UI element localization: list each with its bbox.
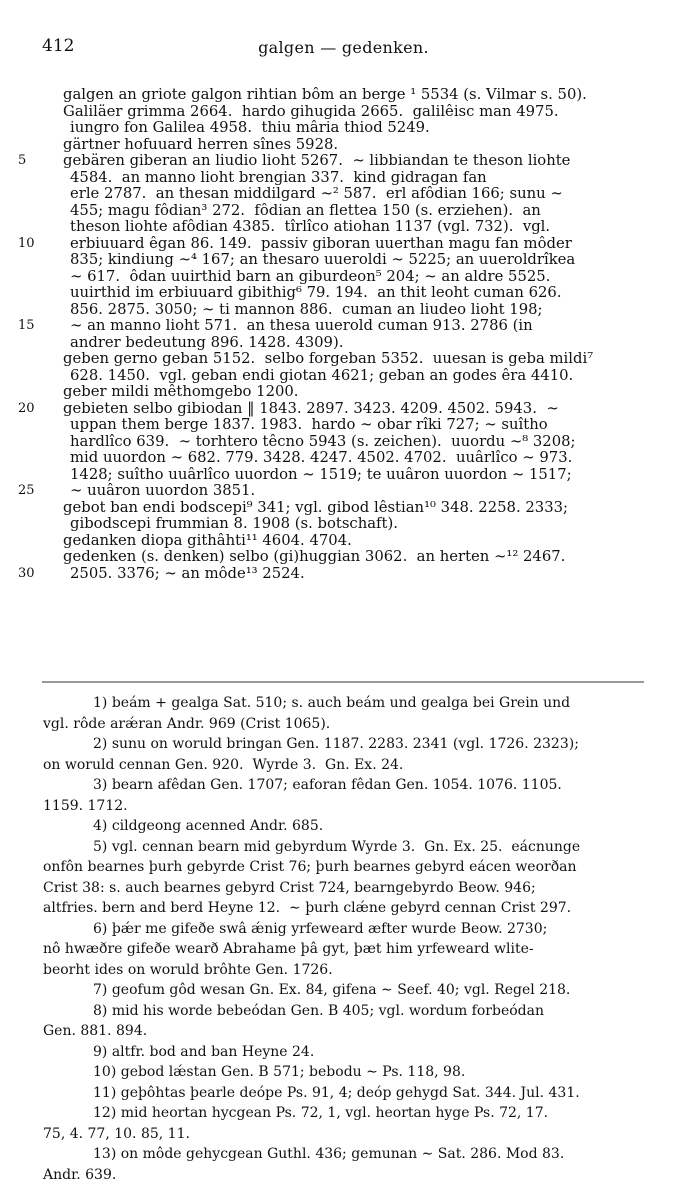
footnote-text: beorht ides on woruld brôhte Gen. 1726. — [43, 960, 333, 981]
line-text: 1428; suîtho uuârlîco uuordon ∼ 1519; te uuâron uuordon ∼ 1517; — [70, 467, 572, 484]
line-number: 30 — [18, 566, 44, 583]
line-text: 856. 2875. 3050; ∼ ti mannon 886. cuman an liudeo lioht 198; — [70, 302, 543, 319]
footnote-text: 1) beám + gealga Sat. 510; s. auch beám und gealga bei Grein und — [93, 693, 570, 714]
line-number: 25 — [18, 483, 44, 500]
text-line — [0, 170, 687, 187]
line-text: gärtner hofuuard herren sînes 5928. — [63, 137, 338, 154]
text-line — [0, 285, 687, 302]
footnote-line — [0, 755, 687, 776]
text-line — [0, 318, 687, 335]
footnote-text: Andr. 639. — [43, 1165, 116, 1185]
text-line — [0, 500, 687, 517]
footnote-text: onfôn bearnes þurh gebyrde Crist 76; þurh bearnes gebyrd eácen weorðan — [43, 857, 577, 878]
footnote-line — [0, 939, 687, 960]
footnote-line — [0, 734, 687, 755]
text-line — [0, 137, 687, 154]
footnote-text: 11) geþôhtas þearle deópe Ps. 91, 4; deóp gehygd Sat. 344. Jul. 431. — [93, 1083, 580, 1104]
footnote-text: 9) altfr. bod and ban Heyne 24. — [93, 1042, 314, 1063]
line-text: theson liohte afôdian 4385. tîrlîco atiohan 1137 (vgl. 732). vgl. — [70, 219, 550, 236]
text-line — [0, 516, 687, 533]
line-text: hardlîco 639. ∼ torhtero têcno 5943 (s. zeichen). uuordu ∼⁸ 3208; — [70, 434, 576, 451]
line-text: gibodscepi frummian 8. 1908 (s. botschaft). — [70, 516, 398, 533]
line-number: 5 — [18, 153, 44, 170]
footnotes — [0, 693, 687, 1185]
line-text: erbiuuard êgan 86. 149. passiv giboran uuerthan magu fan môder — [70, 236, 572, 253]
line-number: 20 — [18, 401, 44, 418]
footnote-text: 6) þǽr me gifeðe swâ ǽnig yrfeweard æfter wurde Beow. 2730; — [93, 919, 547, 940]
main-entries — [0, 87, 687, 582]
text-line — [0, 549, 687, 566]
text-line — [0, 417, 687, 434]
line-text: mid uuordon ∼ 682. 779. 3428. 4247. 4502. 4702. uuârlîco ∼ 973. — [70, 450, 572, 467]
footnote-text: 75, 4. 77, 10. 85, 11. — [43, 1124, 190, 1145]
line-text: erle 2787. an thesan middilgard ∼² 587. erl afôdian 166; sunu ∼ — [70, 186, 563, 203]
footnote-line — [0, 816, 687, 837]
footnote-text: altfries. bern and berd Heyne 12. ∼ þurh clǽne gebyrd cennan Crist 297. — [43, 898, 571, 919]
text-line — [0, 566, 687, 583]
footnote-line — [0, 919, 687, 940]
text-line — [0, 384, 687, 401]
line-text: 628. 1450. vgl. geban endi giotan 4621; geban an godes êra 4410. — [70, 368, 573, 385]
footnote-line — [0, 1103, 687, 1124]
footnote-line — [0, 1144, 687, 1165]
text-line — [0, 252, 687, 269]
line-number: 15 — [18, 318, 44, 335]
footnote-line — [0, 1124, 687, 1145]
text-line — [0, 368, 687, 385]
line-text: Galiläer grimma 2664. hardo gihugida 2665. galilêisc man 4975. — [63, 104, 559, 121]
footnote-text: 7) geofum gôd wesan Gn. Ex. 84, gifena ∼ Seef. 40; vgl. Regel 218. — [93, 980, 570, 1001]
text-line — [0, 302, 687, 319]
footnote-text: 3) bearn afêdan Gen. 1707; eaforan fêdan Gen. 1054. 1076. 1105. — [93, 775, 562, 796]
footnote-line — [0, 714, 687, 735]
footnote-text: 5) vgl. cennan bearn mid gebyrdum Wyrde 3. Gn. Ex. 25. eácnunge — [93, 837, 580, 858]
line-text: ∼ 617. ôdan uuirthid barn an giburdeon⁵ 204; ∼ an aldre 5525. — [70, 269, 550, 286]
footnote-line — [0, 1042, 687, 1063]
page-number: 412 — [42, 36, 74, 56]
footnote-line — [0, 775, 687, 796]
footnote-line — [0, 1083, 687, 1104]
text-line — [0, 467, 687, 484]
text-line — [0, 120, 687, 137]
footnote-text: 12) mid heortan hycgean Ps. 72, 1, vgl. heortan hyge Ps. 72, 17. — [93, 1103, 548, 1124]
text-line — [0, 351, 687, 368]
text-line — [0, 434, 687, 451]
footnote-separator — [0, 680, 687, 684]
text-line — [0, 533, 687, 550]
text-line — [0, 335, 687, 352]
running-head: galgen — gedenken. — [0, 38, 687, 57]
text-line — [0, 269, 687, 286]
text-line — [0, 236, 687, 253]
footnote-text: 8) mid his worde bebeódan Gen. B 405; vgl. wordum forbeódan — [93, 1001, 544, 1022]
footnote-line — [0, 857, 687, 878]
footnote-text: on woruld cennan Gen. 920. Wyrde 3. Gn. Ex. 24. — [43, 755, 403, 776]
text-line — [0, 104, 687, 121]
line-text: gedenken (s. denken) selbo (gi)huggian 3062. an herten ∼¹² 2467. — [63, 549, 565, 566]
footnote-text: vgl. rôde arǽran Andr. 969 (Crist 1065). — [43, 714, 330, 735]
footnote-line — [0, 960, 687, 981]
footnote-text: 2) sunu on woruld bringan Gen. 1187. 2283. 2341 (vgl. 1726. 2323); — [93, 734, 579, 755]
footnote-text: Crist 38: s. auch bearnes gebyrd Crist 724, bearngebyrdo Beow. 946; — [43, 878, 536, 899]
line-text: gedanken diopa githâhti¹¹ 4604. 4704. — [63, 533, 352, 550]
line-text: geber mildi mêthomgebo 1200. — [63, 384, 299, 401]
footnote-text: 13) on môde gehycgean Guthl. 436; gemunan ∼ Sat. 286. Mod 83. — [93, 1144, 564, 1165]
line-text: ∼ uuâron uuordon 3851. — [70, 483, 255, 500]
line-text: andrer bedeutung 896. 1428. 4309). — [70, 335, 343, 352]
footnote-line — [0, 980, 687, 1001]
line-text: 4584. an manno lioht brengian 337. kind gidragan fan — [70, 170, 487, 187]
text-line — [0, 483, 687, 500]
text-line — [0, 87, 687, 104]
footnote-text: 4) cildgeong acenned Andr. 685. — [93, 816, 323, 837]
line-text: gebieten selbo gibiodan ‖ 1843. 2897. 3423. 4209. 4502. 5943. ∼ — [63, 401, 559, 418]
footnote-line — [0, 1165, 687, 1185]
line-text: gebären giberan an liudio lioht 5267. ∼ libbiandan te theson liohte — [63, 153, 570, 170]
footnote-text: 1159. 1712. — [43, 796, 128, 817]
footnote-line — [0, 693, 687, 714]
text-line — [0, 153, 687, 170]
text-line — [0, 401, 687, 418]
footnote-line — [0, 796, 687, 817]
footnote-text: nô hwæðre gifeðe wearð Abrahame þâ gyt, þæt him yrfeweard wlite- — [43, 939, 534, 960]
line-text: galgen an griote galgon rihtian bôm an berge ¹ 5534 (s. Vilmar s. 50). — [63, 87, 587, 104]
footnote-line — [0, 878, 687, 899]
footnote-text: Gen. 881. 894. — [43, 1021, 147, 1042]
line-text: 2505. 3376; ∼ an môde¹³ 2524. — [70, 566, 305, 583]
line-text: geben gerno geban 5152. selbo forgeban 5352. uuesan is geba mildi⁷ — [63, 351, 593, 368]
line-text: uuirthid im erbiuuard gibithig⁶ 79. 194. an thit leoht cuman 626. — [70, 285, 562, 302]
line-text: 455; magu fôdian³ 272. fôdian an flettea 150 (s. erziehen). an — [70, 203, 541, 220]
footnote-line — [0, 898, 687, 919]
footnote-text: 10) gebod lǽstan Gen. B 571; bebodu ∼ Ps. 118, 98. — [93, 1062, 465, 1083]
footnote-line — [0, 1001, 687, 1022]
line-text: uppan them berge 1837. 1983. hardo ∼ obar rîki 727; ∼ suîtho — [70, 417, 548, 434]
line-text: 835; kindiung ∼⁴ 167; an thesaro uueroldi ∼ 5225; an uueroldrîkea — [70, 252, 575, 269]
page-header — [0, 36, 687, 60]
line-text: ∼ an manno lioht 571. an thesa uuerold cuman 913. 2786 (in — [70, 318, 533, 335]
footnote-line — [0, 837, 687, 858]
line-text: iungro fon Galilea 4958. thiu mâria thiod 5249. — [70, 120, 430, 137]
text-line — [0, 450, 687, 467]
text-line — [0, 219, 687, 236]
line-number: 10 — [18, 236, 44, 253]
footnote-line — [0, 1021, 687, 1042]
line-text: gebot ban endi bodscepi⁹ 341; vgl. gibod lêstian¹⁰ 348. 2258. 2333; — [63, 500, 568, 517]
text-line — [0, 186, 687, 203]
footnote-line — [0, 1062, 687, 1083]
text-line — [0, 203, 687, 220]
